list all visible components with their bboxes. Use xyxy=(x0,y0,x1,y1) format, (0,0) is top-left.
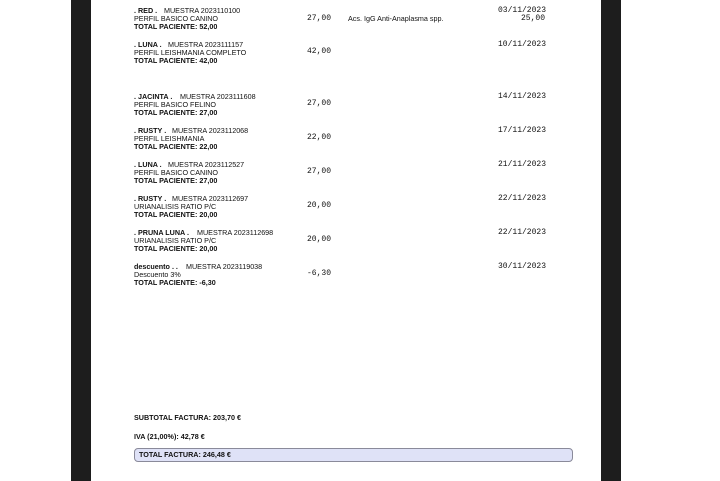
patient-name: . RED . xyxy=(134,6,158,15)
entry-note: Acs. IgG Anti-Anaplasma spp. xyxy=(348,14,444,23)
patient-name: . LUNA . xyxy=(134,160,162,169)
sample-number: MUESTRA 2023111608 xyxy=(180,92,256,101)
invoice-page xyxy=(91,0,601,481)
entry-amount: 27,00 xyxy=(307,14,332,23)
patient-name: . JACINTA . xyxy=(134,92,173,101)
test-description: PERFIL BASICO CANINO xyxy=(134,168,219,177)
test-description: PERFIL BASICO CANINO xyxy=(134,14,219,23)
left-margin xyxy=(0,0,91,481)
entry-date: 14/11/2023 xyxy=(498,92,547,101)
sample-number: MUESTRA 2023112697 xyxy=(172,194,249,203)
patient-name: . RUSTY . xyxy=(134,126,167,135)
test-description: URIANALISIS RATIO P/C xyxy=(134,202,217,211)
sample-number: MUESTRA 2023119038 xyxy=(186,262,263,271)
sample-number: MUESTRA 2023112698 xyxy=(197,228,274,237)
entry-date: 17/11/2023 xyxy=(498,126,547,135)
total-box xyxy=(134,448,573,462)
subtotal-label: SUBTOTAL FACTURA: 203,70 € xyxy=(134,413,242,422)
patient-name: . LUNA . xyxy=(134,40,162,49)
entry-amount: 22,00 xyxy=(307,133,332,142)
test-description: Descuento 3% xyxy=(134,270,181,279)
patient-total: TOTAL PACIENTE: 27,00 xyxy=(134,108,218,117)
patient-total: TOTAL PACIENTE: 22,00 xyxy=(134,142,218,151)
sample-number: MUESTRA 2023112068 xyxy=(172,126,249,135)
entry-date: 22/11/2023 xyxy=(498,194,547,203)
test-description: PERFIL BASICO FELINO xyxy=(134,100,217,109)
patient-name: . PRUNA LUNA . xyxy=(134,228,189,237)
test-description: PERFIL LEISHMANIA xyxy=(134,134,205,143)
entry-amount: 20,00 xyxy=(307,201,332,210)
entry-extra-amount: 25,00 xyxy=(521,14,546,23)
patient-total: TOTAL PACIENTE: -6,30 xyxy=(134,278,216,287)
entry-amount: 20,00 xyxy=(307,235,332,244)
patient-total: TOTAL PACIENTE: 42,00 xyxy=(134,56,218,65)
entry-date: 30/11/2023 xyxy=(498,262,547,271)
patient-name: descuento . . xyxy=(134,262,178,271)
patient-total: TOTAL PACIENTE: 20,00 xyxy=(134,244,218,253)
sample-number: MUESTRA 2023112527 xyxy=(168,160,245,169)
entry-amount: 42,00 xyxy=(307,47,332,56)
entry-date: 21/11/2023 xyxy=(498,160,547,169)
entry-date: 03/11/2023 xyxy=(498,6,547,15)
iva-label: IVA (21,00%): 42,78 € xyxy=(134,432,205,441)
sample-number: MUESTRA 2023110100 xyxy=(164,6,241,15)
patient-total: TOTAL PACIENTE: 27,00 xyxy=(134,176,218,185)
test-description: URIANALISIS RATIO P/C xyxy=(134,236,217,245)
patient-name: . RUSTY . xyxy=(134,194,167,203)
entry-amount: 27,00 xyxy=(307,99,332,108)
patient-total: TOTAL PACIENTE: 20,00 xyxy=(134,210,218,219)
test-description: PERFIL LEISHMANIA COMPLETO xyxy=(134,48,247,57)
entry-amount: -6,30 xyxy=(307,269,332,278)
entry-date: 22/11/2023 xyxy=(498,228,547,237)
right-margin xyxy=(601,0,720,481)
total-label: TOTAL FACTURA: 246,48 € xyxy=(139,450,231,459)
sample-number: MUESTRA 2023111157 xyxy=(168,40,244,49)
patient-total: TOTAL PACIENTE: 52,00 xyxy=(134,22,218,31)
entry-date: 10/11/2023 xyxy=(498,40,547,49)
entry-amount: 27,00 xyxy=(307,167,332,176)
